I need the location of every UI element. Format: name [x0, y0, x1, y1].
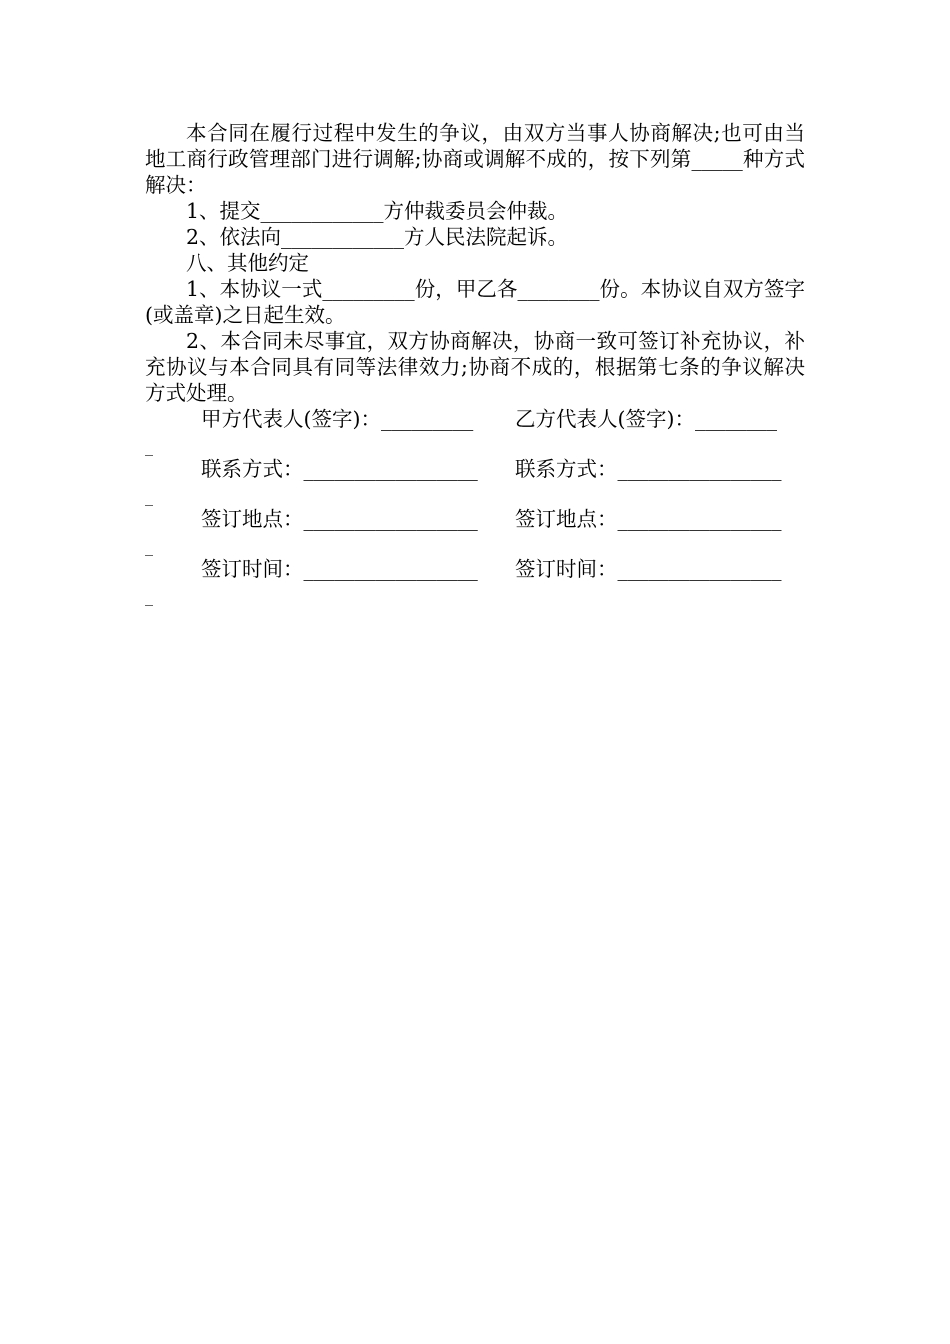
party-b-contact: 联系方式：________________ — [515, 457, 782, 481]
litigation-option: 2、依法向____________方人民法院起诉。 — [186, 225, 569, 249]
signature-row-representative — [145, 406, 805, 456]
signature-row-time — [145, 556, 805, 606]
signature-row-place — [145, 506, 805, 556]
dispute-resolution-paragraph: 本合同在履行过程中发生的争议，由双方当事人协商解决;也可由当地工商行政管理部门进行调解;协商或调解不成的，按下列第_____种方式解决： — [145, 121, 805, 197]
arbitration-option: 1、提交____________方仲裁委员会仲裁。 — [186, 199, 569, 223]
party-b-sign-time: 签订时间：________________ — [515, 557, 782, 581]
line-wrap-underscore: _ — [145, 487, 153, 506]
party-a-sign-time: 签订时间：_________________ — [201, 557, 478, 581]
party-a-contact: 联系方式：_________________ — [201, 457, 478, 481]
contract-page — [145, 120, 805, 606]
party-b-sign-place: 签订地点：________________ — [515, 507, 782, 531]
signature-row-contact — [145, 456, 805, 506]
line-wrap-underscore: _ — [145, 437, 153, 456]
line-wrap-underscore: _ — [145, 587, 153, 606]
copies-paragraph: 1、本协议一式_________份，甲乙各________份。本协议自双方签字(或盖章)之日起生效。 — [145, 277, 805, 327]
section-heading-other-terms: 八、其他约定 — [186, 251, 309, 275]
party-a-representative: 甲方代表人(签字)：_________ — [201, 407, 474, 431]
supplementary-paragraph: 2、本合同未尽事宜，双方协商解决，协商一致可签订补充协议，补充协议与本合同具有同等法律效力;协商不成的，根据第七条的争议解决方式处理。 — [145, 329, 805, 405]
party-b-representative: 乙方代表人(签字)：________ — [515, 407, 777, 431]
party-a-sign-place: 签订地点：_________________ — [201, 507, 478, 531]
line-wrap-underscore: _ — [145, 537, 153, 556]
